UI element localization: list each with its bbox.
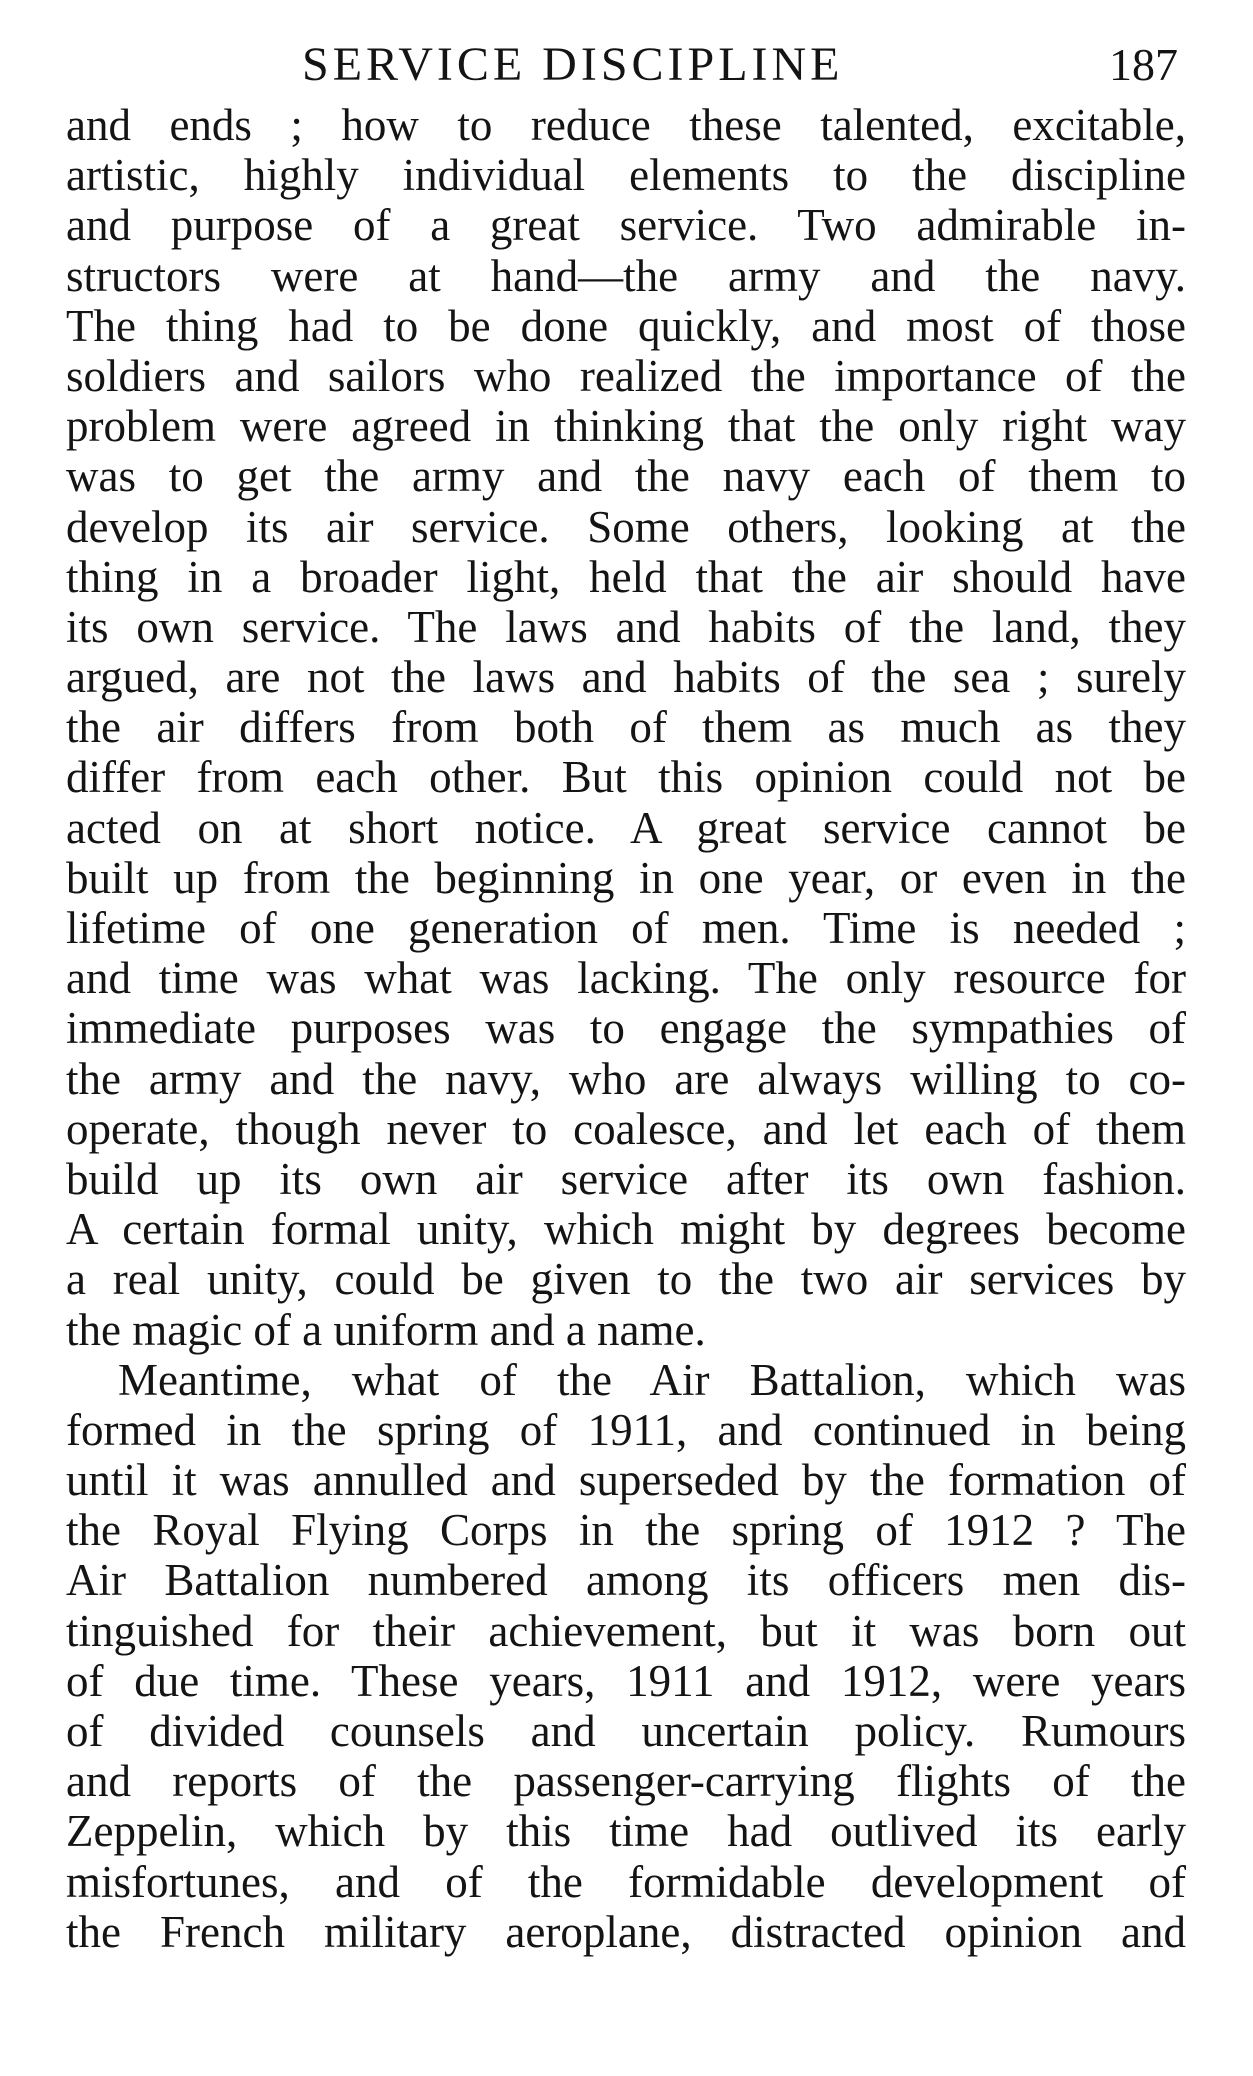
running-title: SERVICE DISCIPLINE <box>302 38 844 91</box>
text-line: built up from the beginning in one year, or even in the <box>66 852 1186 903</box>
text-line: and ends ; how to reduce these talented, excitable, <box>66 100 1186 150</box>
text-line: Zeppelin, which by this time had outlived its early <box>66 1806 1186 1857</box>
text-line: and reports of the passenger-carrying flights of the <box>66 1756 1186 1807</box>
text-line: lifetime of one generation of men. Time is needed ; <box>66 903 1186 953</box>
paragraph-1 <box>66 100 1186 1355</box>
running-head <box>66 30 1186 100</box>
text-line: misfortunes, and of the formidable development of <box>66 1856 1186 1907</box>
body-text <box>66 100 1186 1957</box>
text-line: build up its own air service after its own fashion. <box>66 1153 1186 1204</box>
text-line: argued, are not the laws and habits of the sea ; surely <box>66 652 1186 703</box>
page-number: 187 <box>1109 39 1178 90</box>
text-line: immediate purposes was to engage the sympathies of <box>66 1003 1186 1054</box>
text-line: its own service. The laws and habits of the land, they <box>66 601 1186 652</box>
text-line: acted on at short notice. A great service cannot be <box>66 802 1186 853</box>
paragraph-2 <box>66 1355 1186 1957</box>
text-line: the army and the navy, who are always willing to co- <box>66 1053 1186 1104</box>
text-line: soldiers and sailors who realized the importance of the <box>66 350 1186 401</box>
text-line: A certain formal unity, which might by degrees become <box>66 1204 1186 1255</box>
text-line: of divided counsels and uncertain policy. Rumours <box>66 1706 1186 1756</box>
text-line: develop its air service. Some others, looking at the <box>66 501 1186 552</box>
text-line: formed in the spring of 1911, and continued in being <box>66 1404 1186 1455</box>
text-line: a real unity, could be given to the two air services by <box>66 1254 1186 1305</box>
text-line: problem were agreed in thinking that the only right way <box>66 401 1186 452</box>
text-line: Meantime, what of the Air Battalion, which was <box>118 1354 1186 1405</box>
book-page <box>66 30 1186 1957</box>
text-line: was to get the army and the navy each of them to <box>66 451 1186 502</box>
text-line: tinguished for their achievement, but it was born out <box>66 1605 1186 1656</box>
text-line: and purpose of a great service. Two admirable in- <box>66 200 1186 251</box>
text-line: thing in a broader light, held that the air should have <box>66 551 1186 602</box>
text-line: of due time. These years, 1911 and 1912, were years <box>66 1655 1186 1706</box>
text-line: the magic of a uniform and a name. <box>66 1304 706 1355</box>
text-line: operate, though never to coalesce, and let each of them <box>66 1103 1186 1154</box>
text-line: until it was annulled and superseded by the formation of <box>66 1455 1186 1506</box>
text-line: the Royal Flying Corps in the spring of 1912 ? The <box>66 1505 1186 1556</box>
text-line: the French military aeroplane, distracted opinion and <box>66 1906 1186 1957</box>
text-line: differ from each other. But this opinion could not be <box>66 752 1186 803</box>
text-line: artistic, highly individual elements to the discipline <box>66 150 1186 201</box>
text-line: The thing had to be done quickly, and most of those <box>66 300 1186 351</box>
text-line: the air differs from both of them as much as they <box>66 702 1186 753</box>
text-line: Air Battalion numbered among its officers men dis- <box>66 1555 1186 1606</box>
text-line: and time was what was lacking. The only resource for <box>66 953 1186 1004</box>
text-line: structors were at hand—the army and the navy. <box>66 250 1186 301</box>
